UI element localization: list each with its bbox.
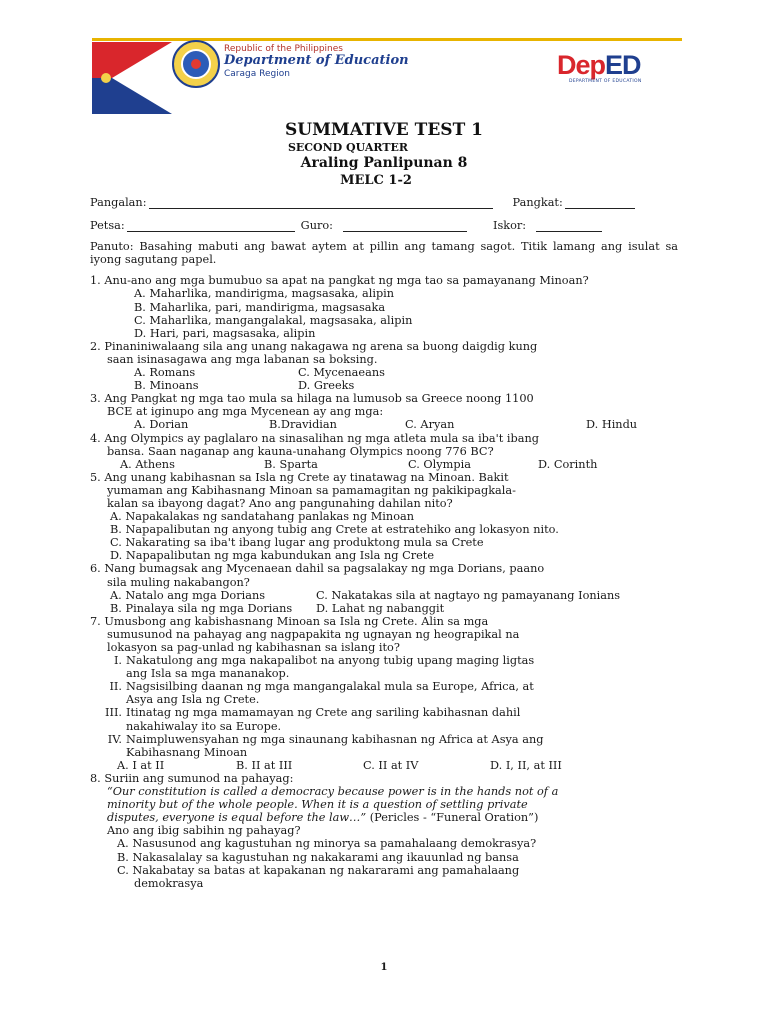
question-text: 1. Anu-ano ang mga bumubuo sa apat na pangkat ng mga tao sa pamayanang Minoan? xyxy=(90,274,589,288)
question-text: 2. Pinaniniwalaang sila ang unang nakagawa ng arena sa buong daigdig kung xyxy=(90,339,538,353)
option-c[interactable]: C. Mycenaeans xyxy=(298,366,385,380)
option-a[interactable]: A. I at II xyxy=(117,758,165,772)
test-content xyxy=(90,196,678,890)
score-label: Iskor: xyxy=(492,219,527,233)
question-4 xyxy=(90,432,678,471)
statement-2 xyxy=(90,680,678,706)
letterhead-text xyxy=(224,44,409,80)
deped-logo-icon: DepED xyxy=(557,50,641,80)
option-c[interactable]: C. Nakabatay sa batas at kapakanan ng nakararami ang pamahalaang xyxy=(117,863,520,877)
statement-text-cont: Kabihasnang Minoan xyxy=(126,745,248,759)
statement-text: Nagsisilbing daanan ng mga mangangalakal mula sa Europe, Africa, at xyxy=(126,680,534,694)
question-text: 3. Ang Pangkat ng mga tao mula sa hilaga na lumusob sa Greece noong 1100 xyxy=(90,392,534,406)
option-d[interactable]: D. Hari, pari, magsasaka, alipin xyxy=(134,326,316,340)
caraga-region-seal-icon xyxy=(172,40,220,88)
question-text-cont: kalan sa ibayong dagat? Ano ang pangunahing dahilan nito? xyxy=(107,496,453,510)
statement-text: Nakatulong ang mga nakapalibot na anyong tubig upang maging ligtas xyxy=(126,654,535,668)
option-c[interactable]: C. Maharlika, mangangalakal, magsasaka, alipin xyxy=(134,313,413,327)
question-3 xyxy=(90,392,678,431)
score-field[interactable] xyxy=(536,220,602,232)
name-field[interactable] xyxy=(149,197,493,209)
question-text-cont: saan isinasagawa ang mga labanan sa boksing. xyxy=(107,352,378,366)
melc-label: MELC 1-2 xyxy=(340,173,412,188)
statement-text-cont: ang Isla sa mga mananakop. xyxy=(126,667,290,681)
option-d[interactable]: D. Corinth xyxy=(538,457,598,471)
option-c[interactable]: C. Olympia xyxy=(408,457,471,471)
option-b[interactable]: B.Dravidian xyxy=(269,418,337,432)
date-teacher-score-row xyxy=(90,219,678,232)
quarter-label: SECOND QUARTER xyxy=(287,141,409,154)
deped-logo-subtitle: DEPARTMENT OF EDUCATION xyxy=(569,79,642,84)
option-d[interactable]: D. Lahat ng nabanggit xyxy=(316,601,445,615)
statement-text: Naimpluwensyahan ng mga sinaunang kabihasnan ng Africa at Asya ang xyxy=(126,732,544,746)
philippine-flag-stripes xyxy=(92,38,242,118)
statement-text-cont: Asya ang Isla ng Crete. xyxy=(126,693,260,707)
option-c[interactable]: C. Nakatakas sila at nagtayo ng pamayanang Ionians xyxy=(316,588,621,602)
question-text-cont: sumusunod na pahayag ang nagpapakita ng ugnayan ng heograpikal na xyxy=(107,627,520,641)
statement-number: III. xyxy=(105,706,122,720)
statement-number: IV. xyxy=(107,732,122,746)
region-label: Caraga Region xyxy=(224,69,290,80)
subject-label: Araling Panlipunan 8 xyxy=(300,155,468,171)
question-7 xyxy=(90,615,678,772)
section-field[interactable] xyxy=(565,197,635,209)
option-c-cont: demokrasya xyxy=(134,876,204,890)
name-section-row xyxy=(90,196,678,209)
option-a[interactable]: A. Natalo ang mga Dorians xyxy=(110,588,266,602)
quote-line: minority but of the whole people. When it is a question of settling private xyxy=(107,798,528,812)
department-label: Department of Education xyxy=(224,53,409,69)
date-label: Petsa: xyxy=(90,219,125,233)
question-2 xyxy=(90,340,678,392)
quote-line: disputes, everyone is equal before the law…” xyxy=(107,811,367,825)
option-b[interactable]: B. Napapalibutan ng anyong tubig ang Crete at estratehiko ang lokasyon nito. xyxy=(110,523,559,537)
question-text-cont: yumaman ang Kabihasnang Minoan sa pamamagitan ng pakikipagkala- xyxy=(107,483,516,497)
question-6 xyxy=(90,562,678,614)
statement-3 xyxy=(90,706,678,732)
letterhead xyxy=(0,0,768,110)
section-label: Pangkat: xyxy=(512,196,563,209)
date-field[interactable] xyxy=(127,220,295,232)
test-title: SUMMATIVE TEST 1 xyxy=(285,120,483,140)
statement-text-cont: nakahiwalay ito sa Europe. xyxy=(126,719,282,733)
statement-1 xyxy=(90,654,678,680)
option-d[interactable]: D. I, II, at III xyxy=(490,758,562,772)
deped-logo xyxy=(557,52,642,84)
statement-text: Itinatag ng mga mamamayan ng Crete ang sariling kabihasnan dahil xyxy=(126,706,521,720)
option-a[interactable]: A. Napakalakas ng sandatahang panlakas ng Minoan xyxy=(110,510,415,524)
statement-number: I. xyxy=(113,654,122,668)
option-a[interactable]: A. Athens xyxy=(120,457,175,471)
question-text: 7. Umusbong ang kabishasnang Minoan sa Isla ng Crete. Alin sa mga xyxy=(90,614,489,628)
option-d[interactable]: D. Napapalibutan ng mga kabundukan ang Isla ng Crete xyxy=(110,549,435,563)
option-b[interactable]: B. Pinalaya sila ng mga Dorians xyxy=(110,601,293,615)
option-c[interactable]: C. Aryan xyxy=(405,418,455,432)
republic-label: Republic of the Philippines xyxy=(224,44,343,54)
option-b[interactable]: B. Sparta xyxy=(264,457,318,471)
question-text-cont: sila muling nakabangon? xyxy=(107,575,250,589)
option-a[interactable]: A. Dorian xyxy=(134,418,189,432)
question-text: 4. Ang Olympics ay paglalaro na sinasalihan ng mga atleta mula sa iba't ibang xyxy=(90,431,539,445)
question-5 xyxy=(90,471,678,563)
statement-number: II. xyxy=(109,680,122,694)
option-a[interactable]: A. Nasusunod ang kagustuhan ng minorya sa pamahalaang demokrasya? xyxy=(117,837,537,851)
question-text-cont: BCE at iginupo ang mga Mycenean ay ang mga: xyxy=(107,405,384,419)
question-prompt: Ano ang ibig sabihin ng pahayag? xyxy=(107,824,301,838)
option-c[interactable]: C. Nakarating sa iba't ibang lugar ang produktong mula sa Crete xyxy=(110,536,484,550)
question-text: 5. Ang unang kabihasnan sa Isla ng Crete ay tinatawag na Minoan. Bakit xyxy=(90,470,509,484)
question-text: 6. Nang bumagsak ang Mycenaean dahil sa pagsalakay ng mga Dorians, paano xyxy=(90,562,545,576)
quote-line: “Our constitution is called a democracy because power is in the hands not of a xyxy=(107,785,559,799)
question-text: 8. Suriin ang sumunod na pahayag: xyxy=(90,771,294,785)
option-c[interactable]: C. II at IV xyxy=(363,758,419,772)
page-number: 1 xyxy=(380,962,388,973)
teacher-label: Guro: xyxy=(300,219,333,233)
option-b[interactable]: B. Nakasalalay sa kagustuhan ng nakakarami ang ikauunlad ng bansa xyxy=(117,850,519,864)
name-label: Pangalan: xyxy=(90,196,147,209)
question-text-cont: lokasyon sa pag-unlad ng kabihasnan sa islang ito? xyxy=(107,641,400,654)
instructions: Panuto: Basahing mabuti ang bawat aytem at pillin ang tamang sagot. Titik lamang ang isulat sa iyong sagutang papel. xyxy=(90,240,678,267)
teacher-field[interactable] xyxy=(343,220,467,232)
option-b[interactable]: B. II at III xyxy=(236,758,293,772)
question-text-cont: bansa. Saan naganap ang kauna-unahang Olympics noong 776 BC? xyxy=(107,444,494,458)
quote-source: (Pericles - “Funeral Oration”) xyxy=(366,811,539,825)
option-b[interactable]: B. Maharlika, pari, mandirigma, magsasaka xyxy=(134,300,386,314)
option-d[interactable]: D. Hindu xyxy=(586,418,638,432)
option-b[interactable]: B. Minoans xyxy=(134,379,199,393)
question-8 xyxy=(90,772,678,890)
option-a[interactable]: A. Maharlika, mandirigma, magsasaka, alipin xyxy=(134,287,395,301)
option-d[interactable]: D. Greeks xyxy=(298,379,355,393)
question-1 xyxy=(90,274,678,339)
statement-4 xyxy=(90,733,678,759)
option-a[interactable]: A. Romans xyxy=(134,366,196,380)
